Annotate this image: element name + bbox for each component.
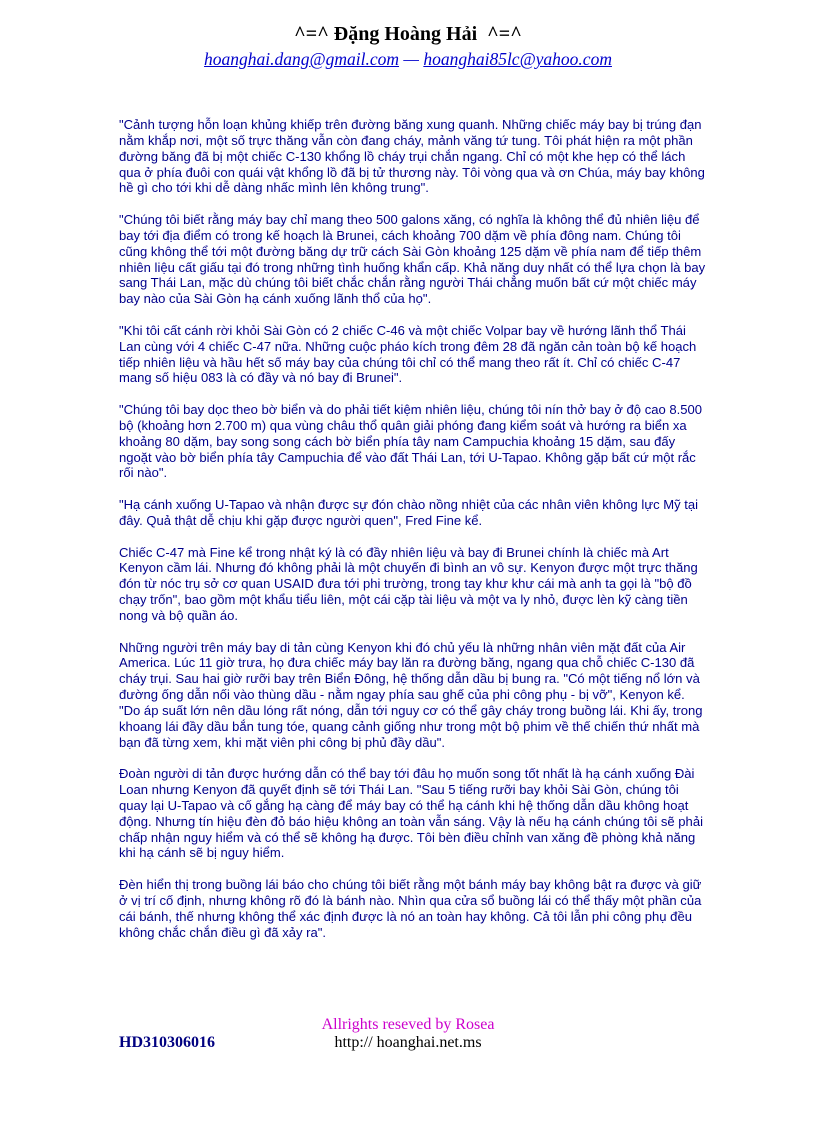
email-link-yahoo[interactable]: hoanghai85lc@yahoo.com bbox=[423, 49, 612, 69]
email-line bbox=[0, 48, 816, 70]
document-header bbox=[0, 22, 816, 70]
paragraph: Đèn hiển thị trong buồng lái báo cho chúng tôi biết rằng một bánh máy bay không bật ra được và giữ ở vị trí cố định, nhưng không rõ đó là bánh nào. Nhìn qua cửa sổ buồng lái có thể thấy một phần của cái bánh, thế nhưng không thể xác định được là nó an toàn hay không. Cả tôi lẫn phi công phụ đều không chắc chắn điều gì đã xảy ra". bbox=[119, 877, 702, 940]
paragraph: "Cảnh tượng hỗn loạn khủng khiếp trên đường băng xung quanh. Những chiếc máy bay bị trúng đạn nằm khắp nơi, một số trực thăng vẫn còn đang cháy, mảnh văng tứ tung. Tôi phát hiện ra một phần đường băng đã bị một chiếc C-130 khổng lồ cháy trụi chắn ngang. Chỉ có một khe hẹp có thể lách qua ở phía đuôi con quái vật khổng lồ đã bị tử thương này. Tôi vòng qua và ơn Chúa, máy bay không hề gì cho tới khi dễ dàng nhấc mình lên không trung". bbox=[119, 117, 705, 196]
paragraph: Chiếc C-47 mà Fine kể trong nhật ký là có đầy nhiên liệu và bay đi Brunei chính là chiếc mà Art Kenyon cầm lái. Nhưng đó không phải là một chuyến đi bình an vô sự. Kenyon được một trực thăng đón từ nóc trụ sở cơ quan USAID đưa tới phi trường, trong tay khư khư cái mà anh ta gọi là "bộ đồ chạy trốn", bao gồm một khẩu tiểu liên, một cái cặp tài liệu và một va ly nhỏ, được lèn kỹ càng tiền nong và bộ quần áo. bbox=[119, 544, 698, 623]
paragraph: Đoàn người di tản được hướng dẫn có thể bay tới đâu họ muốn song tốt nhất là hạ cánh xuống Đài Loan nhưng Kenyon đã quyết định sẽ tới Thái Lan. "Sau 5 tiếng rưỡi bay khỏi Sài Gòn, chúng tôi quay lại U-Tapao và cố gắng hạ càng để máy bay có thể hạ cánh khi hệ thống dẫn dầu không hoạt động. Nhưng tín hiệu đèn đỏ báo hiệu không an toàn vẫn sáng. Vậy là nếu hạ cánh chúng tôi sẽ phải chấp nhận nguy hiểm và có thể sẽ không hạ được. Tôi bèn điều chỉnh van xăng đề phòng khả năng khi hạ cánh sẽ bị nguy hiểm. bbox=[119, 766, 703, 861]
author-title: ^=^ Đặng Hoàng Hải ^=^ bbox=[294, 23, 522, 45]
email-link-gmail[interactable]: hoanghai.dang@gmail.com bbox=[204, 49, 400, 69]
paragraph: "Chúng tôi bay dọc theo bờ biển và do phải tiết kiệm nhiên liệu, chúng tôi nín thở bay ở độ cao 8.500 bộ (khoảng hơn 2.700 m) qua vùng châu thổ quân giải phóng đang kiểm soát và hướng ra biển xa khoảng 80 dặm, bay song song cách bờ biển phía tây nam Campuchia khoảng 15 dặm, sau đấy ngoặt vào bờ biển phía tây Campuchia để vào đất Thái Lan, tới U-Tapao. Không gặp bất cứ một rắc rối nào". bbox=[119, 402, 703, 481]
paragraph: "Chúng tôi biết rằng máy bay chỉ mang theo 500 galons xăng, có nghĩa là không thể đủ nhiên liệu để bay tới địa điểm có trong kế hoạch là Brunei, cách khoảng 700 dặm về phía đông nam. Chúng tôi cũng không thể tới một đường băng dự trữ cách Sài Gòn khoảng 125 dặm về phía nam để tiếp thêm nhiên liệu cất giấu tại đó trong những tình huống khẩn cấp. Khả năng duy nhất có thể lựa chọn là bay sang Thái Lan, mặc dù chúng tôi biết chắc chắn rằng người Thái chẳng muốn bất cứ một chiếc máy bay nào của Sài Gòn hạ cánh xuống lãnh thổ của họ". bbox=[119, 212, 706, 307]
email-separator: — bbox=[399, 49, 424, 69]
footer-rights: Allrights reseved by Rosea bbox=[321, 1016, 495, 1033]
paragraph: "Khi tôi cất cánh rời khỏi Sài Gòn có 2 chiếc C-46 và một chiếc Volpar bay về hướng lãnh thổ Thái Lan cùng với 4 chiếc C-47 nữa. Những cuộc pháo kích trong đêm 28 đã ngăn cản toàn bộ kế hoạch tiếp nhiên liệu và hầu hết số máy bay của chúng tôi chỉ có thể mang theo rất ít. Chỉ có chiếc C-47 mang số hiệu 083 là có đầy và nó bay đi Brunei". bbox=[119, 322, 697, 386]
paragraph: "Hạ cánh xuống U-Tapao và nhận được sự đón chào nồng nhiệt của các nhân viên không lực Mỹ tại đây. Quả thật dễ chịu khi gặp được người quen", Fred Fine kể. bbox=[119, 497, 699, 528]
paragraph: Những người trên máy bay di tản cùng Kenyon khi đó chủ yếu là những nhân viên mặt đất của Air America. Lúc 11 giờ trưa, họ đưa chiếc máy bay lăn ra đường băng, ngang qua chỗ chiếc C-130 đã cháy trụi. Sau hai giờ rưỡi bay trên Biển Đông, hệ thống dẫn dầu bị bung ra. "Có một tiếng nổ lớn và đường ống dẫn nối vào thùng dầu - nằm ngay phía sau ghế của phi công phụ - bị vỡ", Kenyon kể. "Do áp suất lớn nên dầu lóng rất nóng, dẫn tới nguy cơ có thể gây cháy trong buồng lái. Khi ấy, trong khoang lái đầy dầu bắn tung tóe, quang cảnh giống như trong một bộ phim về thế chiến thứ nhất mà bạn đã từng xem, khi mặt viên phi công bị phủ đầy dầu". bbox=[119, 639, 703, 750]
footer-document-id: HD310306016 bbox=[119, 1034, 215, 1051]
document-body bbox=[119, 117, 707, 956]
footer-url: http:// hoanghai.net.ms bbox=[334, 1034, 482, 1051]
